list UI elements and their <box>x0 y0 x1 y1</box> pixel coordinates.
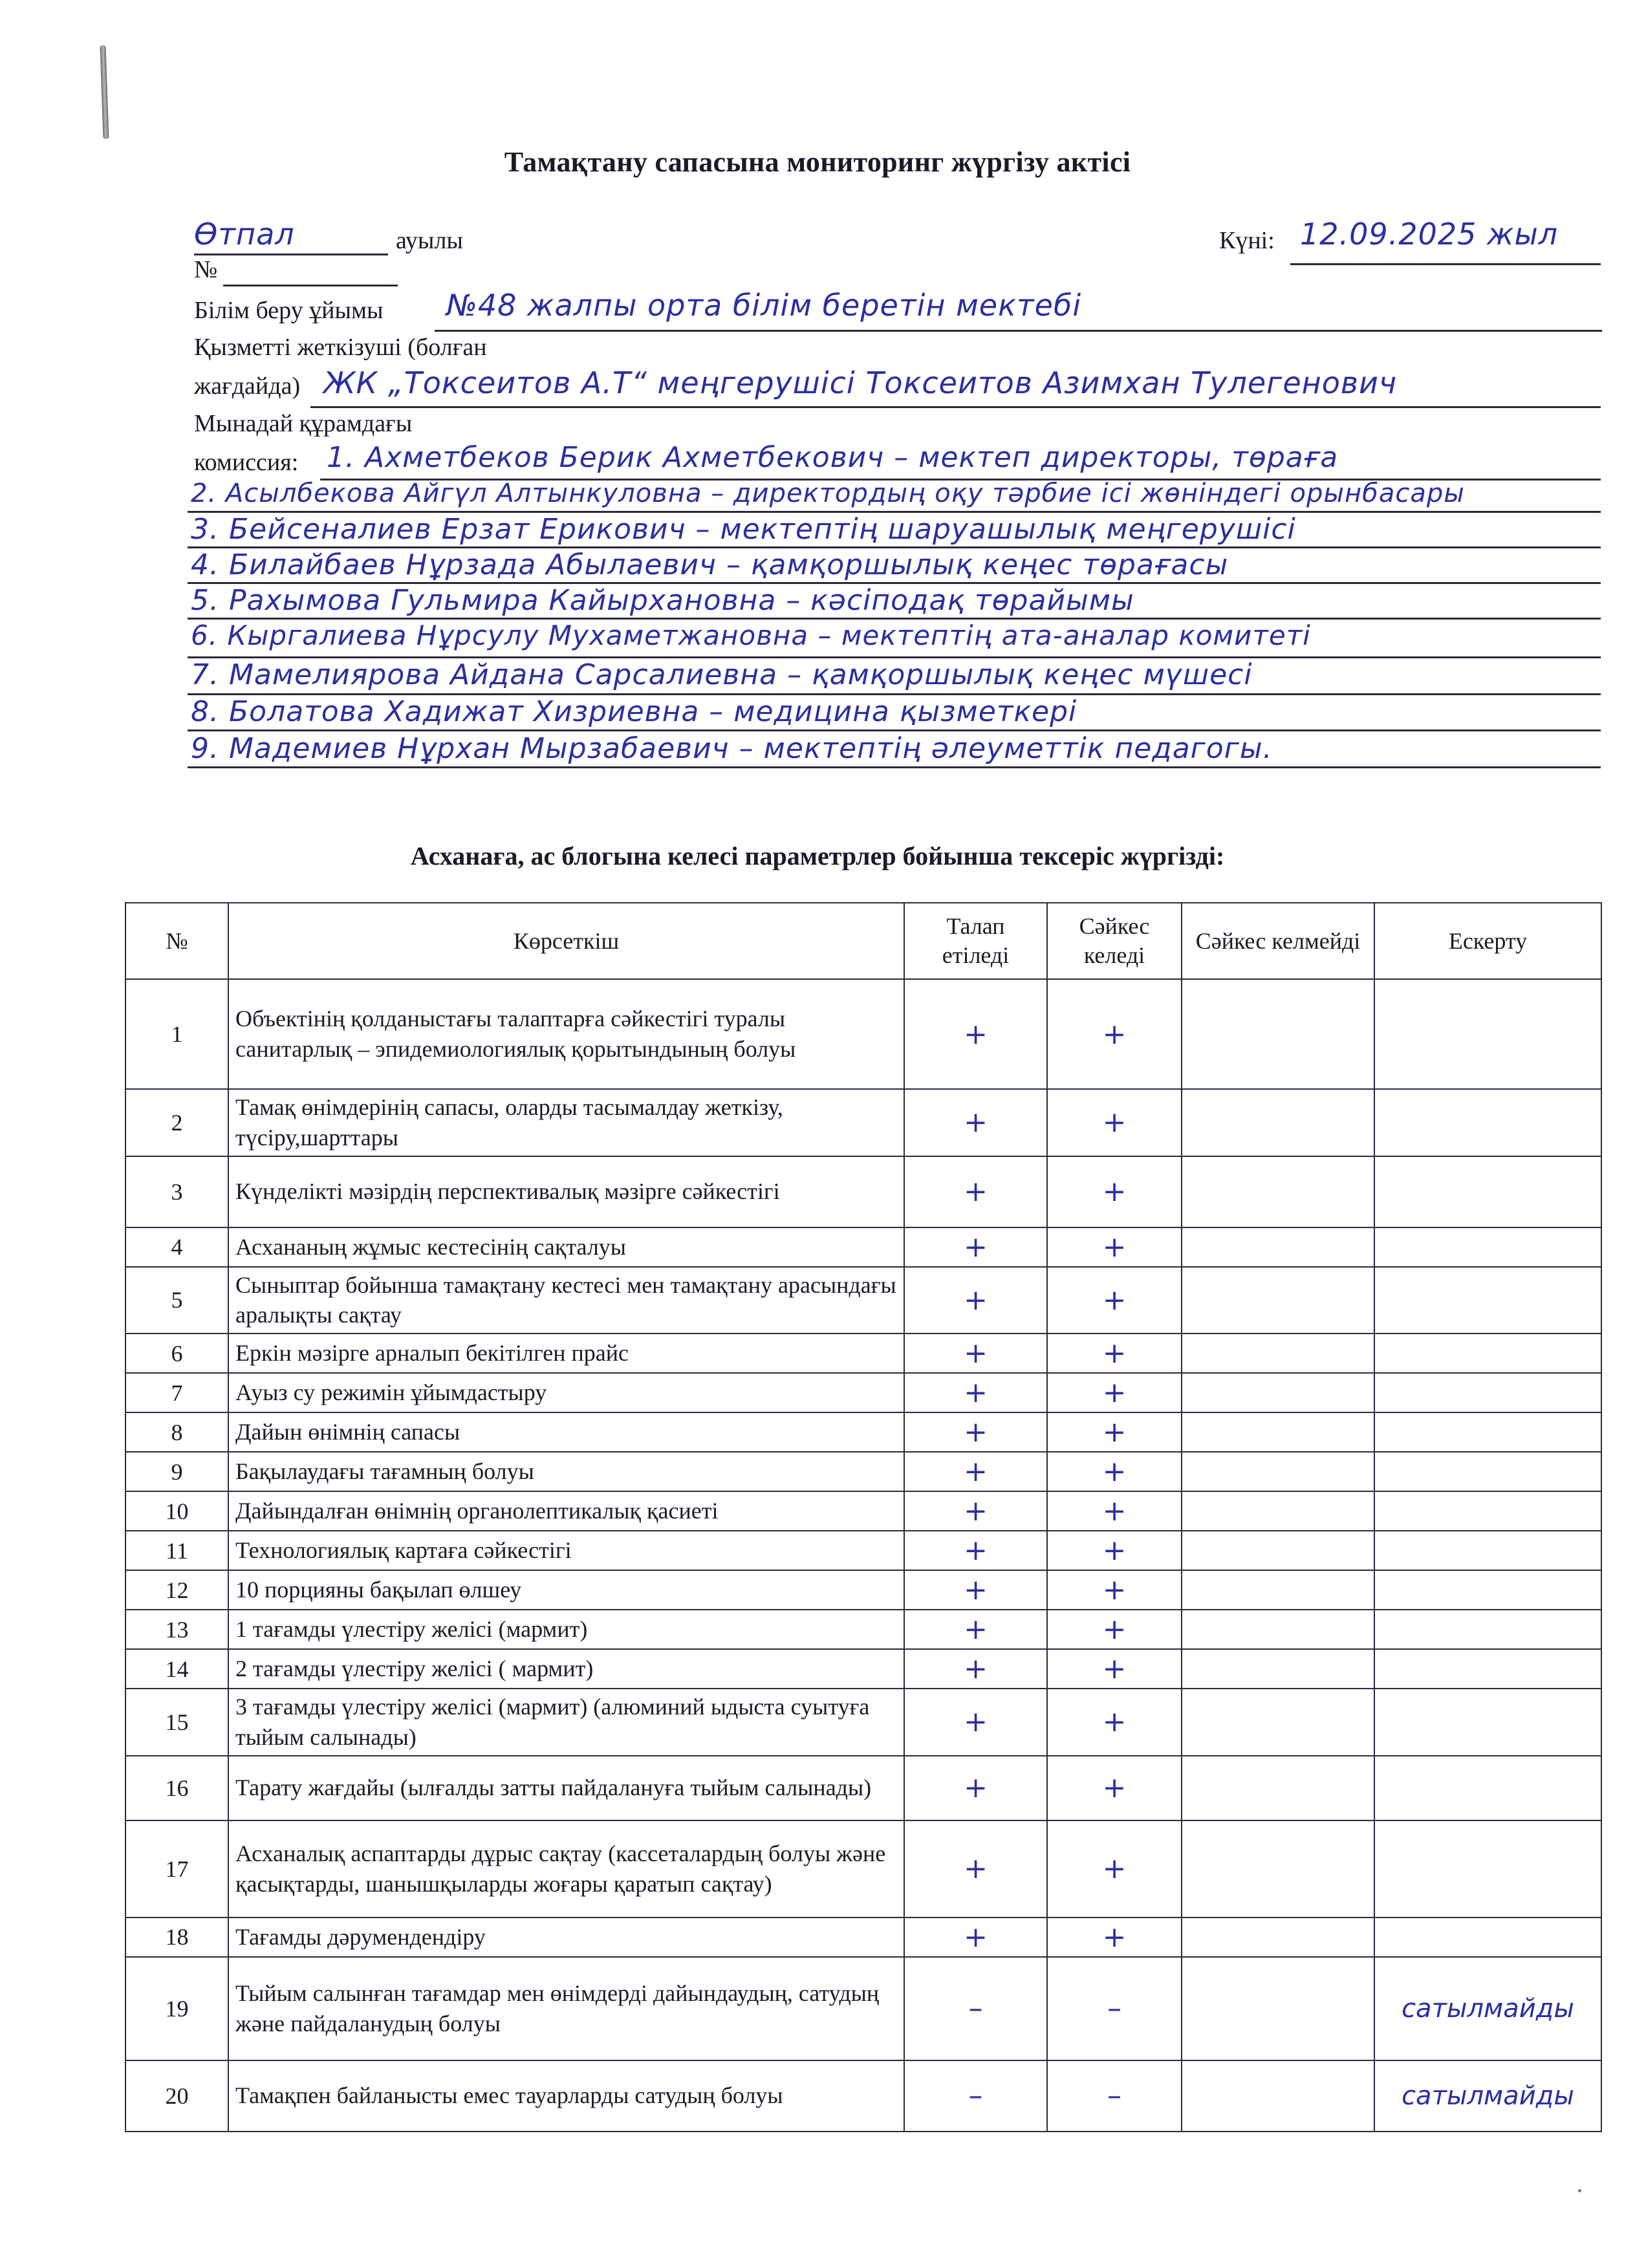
table-row <box>125 1491 1601 1531</box>
staple-mark <box>100 45 109 139</box>
note-cell[interactable] <box>1374 979 1601 1089</box>
table-row <box>125 1649 1601 1689</box>
row-number: 14 <box>125 1649 228 1689</box>
commission-member[interactable]: 6. Кыргалиева Нұрсулу Мухаметжановна – мектептің ата-аналар комитеті <box>191 620 1311 651</box>
table-row <box>125 1227 1601 1267</box>
required-cell[interactable]: + <box>904 1531 1047 1570</box>
village-value[interactable]: Өтпал <box>194 217 295 252</box>
table-row <box>125 2060 1601 2132</box>
commission-label-2: комиссия: <box>194 449 299 476</box>
row-indicator: Тағамды дәрумендендіру <box>228 1917 904 1957</box>
table-row <box>125 1820 1601 1917</box>
row-indicator: Сыныптар бойынша тамақтану кестесі мен тамақтану арасындағы аралықты сақтау <box>228 1267 904 1334</box>
row-indicator: 3 тағамды үлестіру желісі (мармит) (алюминий ыдыста суытуға тыйым салынады) <box>228 1689 904 1756</box>
compliant-cell[interactable]: + <box>1047 1531 1182 1570</box>
noncompliant-cell[interactable] <box>1182 1227 1374 1267</box>
row-indicator: Дайындалған өнімнің органолептикалық қасиеті <box>228 1491 904 1531</box>
row-number: 15 <box>125 1689 228 1756</box>
compliant-cell[interactable]: + <box>1047 1267 1182 1334</box>
commission-label-1: Мынадай құрамдағы <box>194 410 413 437</box>
compliant-cell[interactable]: + <box>1047 1089 1182 1156</box>
compliant-cell[interactable]: + <box>1047 1610 1182 1649</box>
table-row <box>125 1156 1601 1227</box>
required-cell[interactable]: – <box>904 1957 1047 2060</box>
required-cell[interactable]: + <box>904 1820 1047 1917</box>
row-indicator: Тыйым салынған тағамдар мен өнімдерді дайындаудың, сатудың және пайдаланудың болуы <box>228 1957 904 2060</box>
commission-member[interactable]: 7. Мамелиярова Айдана Сарсалиевна – қамқоршылық кеңес мүшесі <box>191 658 1253 691</box>
row-indicator: 2 тағамды үлестіру желісі ( мармит) <box>228 1649 904 1689</box>
table-row <box>125 1452 1601 1491</box>
noncompliant-cell[interactable] <box>1182 1373 1374 1412</box>
note-cell[interactable] <box>1374 1649 1601 1689</box>
commission-member[interactable]: 9. Мадемиев Нұрхан Мырзабаевич – мектептің әлеуметтік педагогы. <box>191 732 1273 765</box>
row-number: 10 <box>125 1491 228 1531</box>
noncompliant-cell[interactable] <box>1182 979 1374 1089</box>
required-cell[interactable]: + <box>904 1156 1047 1227</box>
note-cell[interactable] <box>1374 1531 1601 1570</box>
compliant-cell[interactable]: + <box>1047 1689 1182 1756</box>
note-cell[interactable] <box>1374 1491 1601 1531</box>
row-indicator: 1 тағамды үлестіру желісі (мармит) <box>228 1610 904 1649</box>
table-row <box>125 1610 1601 1649</box>
header-number: № <box>125 903 228 979</box>
commission-member[interactable]: 8. Болатова Хадижат Хизриевна – медицина қызметкері <box>191 695 1077 728</box>
required-cell[interactable]: + <box>904 1267 1047 1334</box>
note-cell[interactable] <box>1374 1820 1601 1917</box>
row-number: 16 <box>125 1756 228 1820</box>
required-cell[interactable]: + <box>904 1756 1047 1820</box>
noncompliant-cell[interactable] <box>1182 1610 1374 1649</box>
note-cell[interactable] <box>1374 1412 1601 1452</box>
noncompliant-cell[interactable] <box>1182 2060 1374 2132</box>
row-number: 7 <box>125 1373 228 1412</box>
note-cell[interactable]: сатылмайды <box>1374 1957 1601 2060</box>
note-cell[interactable] <box>1374 1373 1601 1412</box>
row-number: 2 <box>125 1089 228 1156</box>
row-indicator: Еркін мәзірге арналып бекітілген прайс <box>228 1334 904 1373</box>
compliant-cell[interactable]: + <box>1047 1491 1182 1531</box>
provider-underline <box>310 406 1601 408</box>
row-indicator: Тамақпен байланысты емес тауарларды сатудың болуы <box>228 2060 904 2132</box>
row-indicator: Тарату жағдайы (ылғалды затты пайдалануға тыйым салынады) <box>228 1756 904 1820</box>
noncompliant-cell[interactable] <box>1182 1649 1374 1689</box>
organization-value[interactable]: №48 жалпы орта білім беретін мектебі <box>446 288 1082 323</box>
note-cell[interactable] <box>1374 1610 1601 1649</box>
table-row <box>125 1689 1601 1756</box>
noncompliant-cell[interactable] <box>1182 1452 1374 1491</box>
provider-label-2: жағдайда) <box>194 373 301 400</box>
noncompliant-cell[interactable] <box>1182 1957 1374 2060</box>
required-cell[interactable]: + <box>904 1610 1047 1649</box>
required-cell[interactable]: + <box>904 1917 1047 1957</box>
commission-member[interactable]: 3. Бейсеналиев Ерзат Ерикович – мектептің шаруашылық меңгерушісі <box>191 513 1296 546</box>
table-row <box>125 1531 1601 1570</box>
note-cell[interactable] <box>1374 1267 1601 1334</box>
village-underline <box>194 254 388 255</box>
provider-label-1: Қызметті жеткізуші (болған <box>194 334 487 361</box>
required-cell[interactable]: + <box>904 1491 1047 1531</box>
row-number: 17 <box>125 1820 228 1917</box>
row-number: 8 <box>125 1412 228 1452</box>
row-number: 11 <box>125 1531 228 1570</box>
table-row <box>125 1957 1601 2060</box>
compliant-cell[interactable]: + <box>1047 1334 1182 1373</box>
required-cell[interactable]: + <box>904 1334 1047 1373</box>
compliant-cell[interactable]: + <box>1047 1227 1182 1267</box>
row-number: 19 <box>125 1957 228 2060</box>
note-cell[interactable] <box>1374 1227 1601 1267</box>
row-indicator: Асханалық аспаптарды дұрыс сақтау (кассеталардың болуы және қасықтарды, шанышқыларды жоғары қаратып сақтау) <box>228 1820 904 1917</box>
table-row <box>125 1334 1601 1373</box>
compliant-cell[interactable]: + <box>1047 1917 1182 1957</box>
required-cell[interactable]: + <box>904 1452 1047 1491</box>
required-cell[interactable]: + <box>904 1412 1047 1452</box>
row-indicator: Ауыз су режимін ұйымдастыру <box>228 1373 904 1412</box>
noncompliant-cell[interactable] <box>1182 1156 1374 1227</box>
organization-underline <box>435 330 1602 332</box>
compliant-cell[interactable]: + <box>1047 1820 1182 1917</box>
section-title: Асханаға, ас блогына келесі параметрлер бойынша тексеріс жүргізді: <box>410 841 1225 870</box>
row-indicator: Технологиялық картаға сәйкестігі <box>228 1531 904 1570</box>
compliant-cell[interactable]: + <box>1047 1649 1182 1689</box>
table-row <box>125 1267 1601 1334</box>
compliant-cell[interactable]: + <box>1047 1452 1182 1491</box>
table-row <box>125 1089 1601 1156</box>
header-indicator: Көрсеткіш <box>228 903 904 979</box>
required-cell[interactable]: + <box>904 1373 1047 1412</box>
scan-speck <box>1578 2189 1581 2192</box>
compliant-cell[interactable]: + <box>1047 1570 1182 1610</box>
note-cell[interactable] <box>1374 1689 1601 1756</box>
row-indicator: Объектінің қолданыстағы талаптарға сәйкестігі туралы санитарлық – эпидемиологиялық қорытындының болуы <box>228 979 904 1089</box>
table-row <box>125 1570 1601 1610</box>
row-number: 4 <box>125 1227 228 1267</box>
compliant-cell[interactable]: + <box>1047 1756 1182 1820</box>
table-row <box>125 1756 1601 1820</box>
document-title: Тамақтану сапасына мониторинг жүргізу актісі <box>504 146 1131 178</box>
required-cell[interactable]: + <box>904 1689 1047 1756</box>
required-cell[interactable]: + <box>904 1649 1047 1689</box>
compliant-cell[interactable]: + <box>1047 1156 1182 1227</box>
row-number: 1 <box>125 979 228 1089</box>
noncompliant-cell[interactable] <box>1182 1089 1374 1156</box>
commission-member[interactable]: 2. Асылбекова Айгүл Алтынкуловна – директордың оқу тәрбие ісі жөніндегі орынбасары <box>191 479 1465 508</box>
note-cell[interactable] <box>1374 1570 1601 1610</box>
compliant-cell[interactable]: + <box>1047 979 1182 1089</box>
noncompliant-cell[interactable] <box>1182 1917 1374 1957</box>
table-row <box>125 979 1601 1089</box>
row-indicator: Тамақ өнімдерінің сапасы, оларды тасымалдау жеткізу, түсіру,шарттары <box>228 1089 904 1156</box>
header-noncompliant: Сәйкес келмейді <box>1182 903 1374 979</box>
header-required: Талап етіледі <box>904 903 1047 979</box>
noncompliant-cell[interactable] <box>1182 1820 1374 1917</box>
date-underline <box>1290 263 1601 265</box>
table-header-row <box>125 903 1601 979</box>
row-number: 3 <box>125 1156 228 1227</box>
noncompliant-cell[interactable] <box>1182 1267 1374 1334</box>
noncompliant-cell[interactable] <box>1182 1531 1374 1570</box>
noncompliant-cell[interactable] <box>1182 1570 1374 1610</box>
commission-member[interactable]: 5. Рахымова Гульмира Кайырхановна – кәсіподақ төрайымы <box>191 584 1134 617</box>
required-cell[interactable]: + <box>904 979 1047 1089</box>
commission-member[interactable]: 1. Ахметбеков Берик Ахметбекович – мектеп директоры, төраға <box>327 441 1339 474</box>
note-cell[interactable] <box>1374 1452 1601 1491</box>
compliant-cell[interactable]: + <box>1047 1373 1182 1412</box>
provider-value[interactable]: ЖК „Токсеитов А.Т“ меңгерушісі Токсеитов Азимхан Тулегенович <box>323 365 1398 400</box>
row-indicator: Асхананың жұмыс кестесінің сақталуы <box>228 1227 904 1267</box>
date-value[interactable]: 12.09.2025 жыл <box>1300 217 1559 252</box>
number-underline[interactable] <box>223 285 398 286</box>
header-note: Ескерту <box>1374 903 1601 979</box>
header-compliant: Сәйкес келеді <box>1047 903 1182 979</box>
row-number: 20 <box>125 2060 228 2132</box>
note-cell[interactable] <box>1374 1756 1601 1820</box>
row-number: 12 <box>125 1570 228 1610</box>
note-cell[interactable] <box>1374 1334 1601 1373</box>
row-number: 6 <box>125 1334 228 1373</box>
row-indicator: 10 порцияны бақылап өлшеу <box>228 1570 904 1610</box>
note-cell[interactable] <box>1374 1917 1601 1957</box>
row-indicator: Бақылаудағы тағамның болуы <box>228 1452 904 1491</box>
compliant-cell[interactable]: – <box>1047 1957 1182 2060</box>
noncompliant-cell[interactable] <box>1182 1689 1374 1756</box>
row-number: 5 <box>125 1267 228 1334</box>
row-number: 9 <box>125 1452 228 1491</box>
compliant-cell[interactable]: – <box>1047 2060 1182 2132</box>
noncompliant-cell[interactable] <box>1182 1756 1374 1820</box>
table-row <box>125 1373 1601 1412</box>
table-row <box>125 1917 1601 1957</box>
row-indicator: Күнделікті мәзірдің перспективалық мәзірге сәйкестігі <box>228 1156 904 1227</box>
noncompliant-cell[interactable] <box>1182 1491 1374 1531</box>
commission-member[interactable]: 4. Билайбаев Нұрзада Абылаевич – қамқоршылық кеңес төрағасы <box>191 548 1229 581</box>
required-cell[interactable]: + <box>904 1089 1047 1156</box>
note-cell[interactable] <box>1374 1156 1601 1227</box>
note-cell[interactable]: сатылмайды <box>1374 2060 1601 2132</box>
note-cell[interactable] <box>1374 1089 1601 1156</box>
table-row <box>125 1412 1601 1452</box>
commission-underline <box>188 766 1601 768</box>
required-cell[interactable]: + <box>904 1227 1047 1267</box>
noncompliant-cell[interactable] <box>1182 1334 1374 1373</box>
required-cell[interactable]: + <box>904 1570 1047 1610</box>
date-label: Күні: <box>1219 227 1275 254</box>
required-cell[interactable]: – <box>904 2060 1047 2132</box>
number-label: № <box>194 256 218 283</box>
village-label: ауылы <box>396 227 463 254</box>
inspection-table <box>125 902 1602 2132</box>
compliant-cell[interactable]: + <box>1047 1412 1182 1452</box>
row-indicator: Дайын өнімнің сапасы <box>228 1412 904 1452</box>
row-number: 18 <box>125 1917 228 1957</box>
noncompliant-cell[interactable] <box>1182 1412 1374 1452</box>
row-number: 13 <box>125 1610 228 1649</box>
commission-underline <box>188 729 1601 731</box>
organization-label: Білім беру ұйымы <box>194 297 384 324</box>
